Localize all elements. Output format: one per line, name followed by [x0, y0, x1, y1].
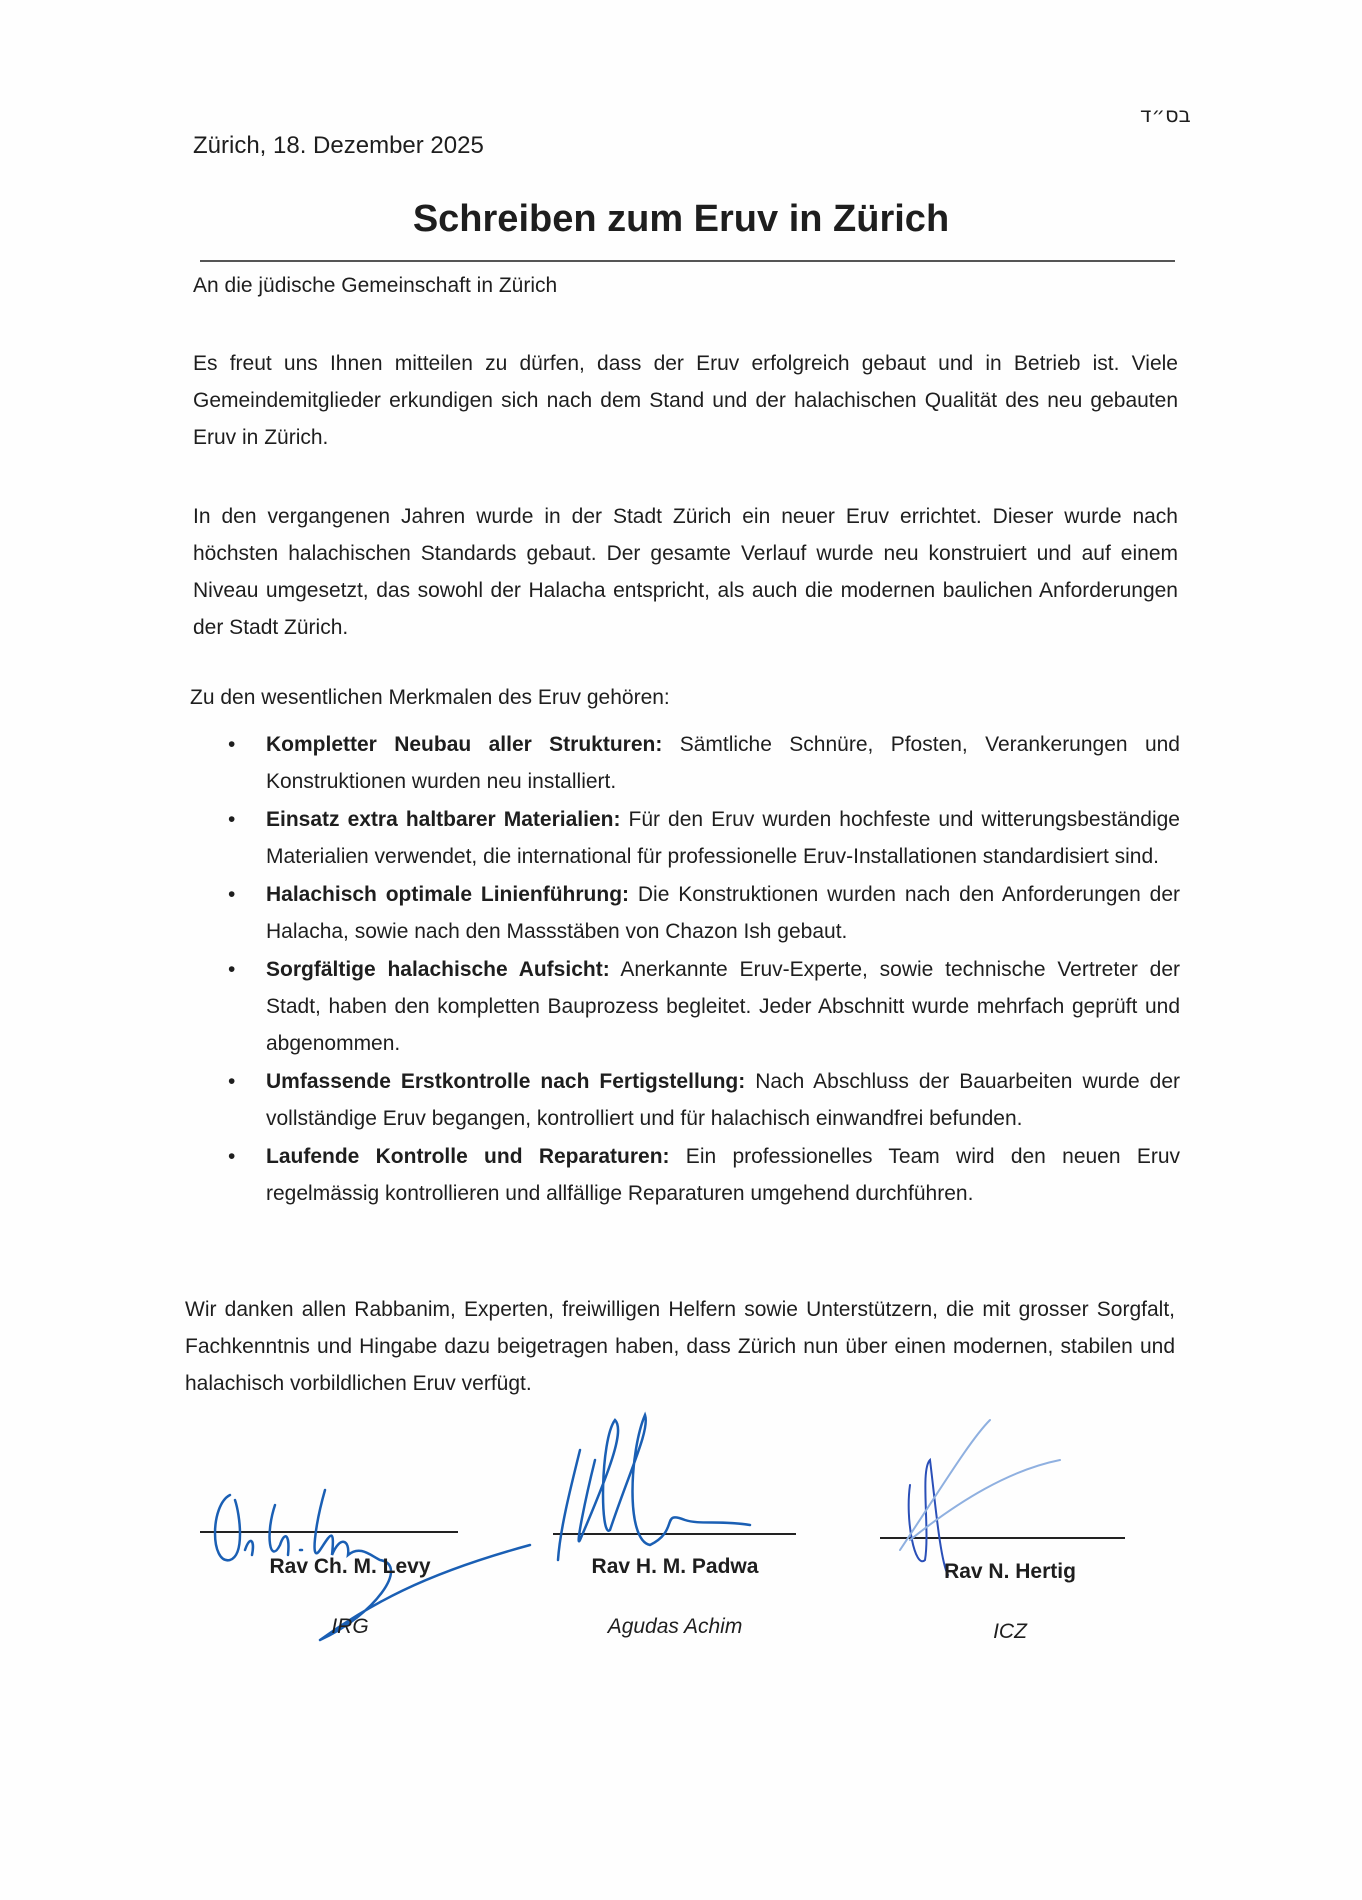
signatory-padwa — [545, 1555, 805, 1639]
bsd-blessing: בס״ד — [1140, 103, 1191, 127]
feature-text: Für den Eruv wurden hochfeste und witterungsbeständige Materialien verwendet, die international für professionelle Eruv-Installationen standardisiert sind. — [266, 808, 1180, 868]
feature-text: Die Konstruktionen wurden nach den Anforderungen der Halacha, sowie nach den Massstäben von Chazon Ish gebaut. — [266, 883, 1181, 943]
bullet-icon: • — [228, 1070, 236, 1093]
paragraph-closing: Wir danken allen Rabbanim, Experten, freiwilligen Helfern sowie Unterstützern, die mit grosser Sorgfalt, Fachkenntnis und Hingabe dazu beigetragen haben, dass Zürich nun über einen modernen, stabilen und halachisch vorbildlichen Eruv verfügt. — [185, 1298, 1175, 1395]
signatory-organization: IRG — [331, 1615, 369, 1638]
feature-item — [190, 951, 1180, 1062]
feature-item — [190, 726, 1180, 800]
signature-scribble-padwa — [550, 1410, 820, 1570]
bullet-icon: • — [228, 733, 236, 756]
signatory-name: Rav Ch. M. Levy — [269, 1555, 431, 1578]
feature-item — [190, 1063, 1180, 1137]
feature-item — [190, 876, 1180, 950]
signatory-organization: ICZ — [993, 1620, 1027, 1643]
feature-heading: Umfassende Erstkontrolle nach Fertigstellung: — [266, 1070, 746, 1093]
feature-heading: Einsatz extra haltbarer Materialien: — [266, 808, 621, 831]
bullet-icon: • — [228, 808, 236, 831]
signatory-organization: Agudas Achim — [607, 1615, 743, 1638]
paragraph-intro: Es freut uns Ihnen mitteilen zu dürfen, dass der Eruv erfolgreich gebaut und in Betrieb ist. Viele Gemeindemitglieder erkundigen sich nach dem Stand und der halachischen Qualität des neu gebauten Eruv in Zürich. — [193, 352, 1178, 449]
signatory-levy — [220, 1555, 480, 1639]
bullet-icon: • — [228, 883, 236, 906]
title-divider — [200, 260, 1175, 262]
bullet-icon: • — [228, 958, 236, 981]
signatory-hertig — [880, 1560, 1140, 1644]
salutation: An die jüdische Gemeinschaft in Zürich — [193, 274, 558, 297]
feature-heading: Kompletter Neubau aller Strukturen: — [266, 733, 663, 756]
document-title: Schreiben zum Eruv in Zürich — [412, 198, 950, 240]
feature-text: Sämtliche Schnüre, Pfosten, Verankerungen und Konstruktionen wurden neu installiert. — [266, 733, 1180, 793]
feature-text: Anerkannte Eruv-Experte, sowie technische Vertreter der Stadt, haben den kompletten Bauprozess begleitet. Jeder Abschnitt wurde mehrfach geprüft und abgenommen. — [266, 958, 1180, 1055]
features-intro: Zu den wesentlichen Merkmalen des Eruv gehören: — [190, 686, 670, 709]
features-list — [190, 726, 1180, 1213]
feature-item — [190, 801, 1180, 875]
feature-item — [190, 1138, 1180, 1212]
feature-heading: Halachisch optimale Linienführung: — [266, 883, 630, 906]
paragraph-background: In den vergangenen Jahren wurde in der Stadt Zürich ein neuer Eruv errichtet. Dieser wurde nach höchsten halachischen Standards gebaut. Der gesamte Verlauf wurde neu konstruiert und auf einem Niveau umgesetzt, das sowohl der Halacha entspricht, als auch die modernen baulichen Anforderungen der Stadt Zürich. — [193, 505, 1178, 639]
feature-text: Nach Abschluss der Bauarbeiten wurde der vollständige Eruv begangen, kontrolliert und für halachisch einwandfrei befunden. — [266, 1070, 1180, 1130]
date-line: Zürich, 18. Dezember 2025 — [193, 132, 484, 159]
bullet-icon: • — [228, 1145, 236, 1168]
signatory-name: Rav H. M. Padwa — [591, 1555, 759, 1578]
feature-text: Ein professionelles Team wird den neuen Eruv regelmässig kontrollieren und allfällige Reparaturen umgehend durchführen. — [266, 1145, 1180, 1205]
feature-heading: Sorgfältige halachische Aufsicht: — [266, 958, 610, 981]
feature-heading: Laufende Kontrolle und Reparaturen: — [266, 1145, 670, 1168]
signatory-name: Rav N. Hertig — [944, 1560, 1076, 1583]
signature-scribble-hertig — [880, 1410, 1100, 1580]
